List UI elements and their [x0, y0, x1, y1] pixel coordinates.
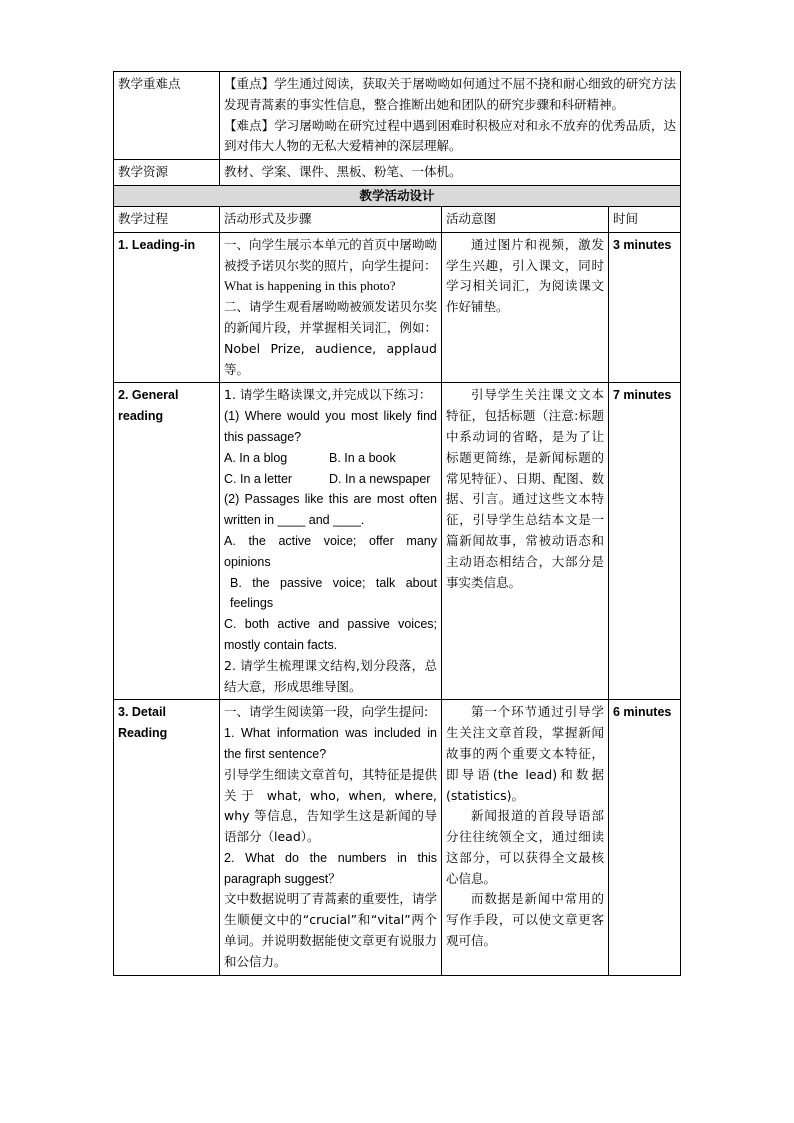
- process-label: reading: [118, 409, 164, 424]
- options-row: [224, 448, 437, 469]
- table-row: [114, 383, 681, 700]
- key-difficult-content: [220, 72, 681, 160]
- activity-text: 1. 请学生略读课文,并完成以下练习：: [224, 387, 432, 403]
- option-d: D. In a newspaper: [329, 471, 431, 486]
- key-point-text: 学生通过阅读，获取关于屠呦呦如何通过不屈不挠和耐心细致的研究方法发现青蒿素的事实性信息，整合推断出她和团队的研究步骤和科研精神。: [224, 76, 676, 112]
- time-cell: 7 minutes: [609, 383, 681, 700]
- activity-question: 1. What information was included in the first sentence?: [224, 726, 437, 761]
- activity-text: 一、向学生展示本单元的首页中屠呦呦被授予诺贝尔奖的照片，向学生提问：: [224, 236, 437, 273]
- activity-cell: [220, 232, 442, 383]
- intent-cell: 通过图片和视频，激发学生兴趣，引入课文，同时学习相关词汇，为阅读课文作好铺垫。: [442, 232, 609, 383]
- resources-value: 教材、学案、课件、黑板、粉笔、一体机。: [220, 160, 681, 186]
- intent-text: 第一个环节通过引导学生关注文章首段，掌握新闻故事的两个重要文本特征，即导语(the lead)和数据(statistics)。: [446, 704, 604, 803]
- activity-question: (2) Passages like this are most often written in ____ and ____.: [224, 492, 437, 528]
- section-header-row: [114, 185, 681, 206]
- answer-option: C. both active and passive voices; mostly contain facts.: [224, 617, 437, 652]
- key-difficult-row: [114, 72, 681, 160]
- resources-row: [114, 160, 681, 186]
- activity-text: 引导学生细读文章首句，其特征是提供关于 what, who, when, where, why 等信息，告知学生这是新闻的导语部分（lead）。: [224, 766, 437, 845]
- header-time: 时间: [609, 206, 681, 232]
- column-header-row: [114, 206, 681, 232]
- process-cell: [114, 383, 220, 700]
- intent-text: 新闻报道的首段导语部分往往统领全文，通过细读这部分，可以获得全文最核心信息。: [446, 808, 604, 886]
- activity-text: 二、请学生观看屠呦呦被颁发诺贝尔奖的新闻片段，并掌握相关词汇，例如：Nobel Prize, audience, applaud 等。: [224, 299, 437, 377]
- process-label: Reading: [118, 726, 168, 741]
- option-c: C. In a letter: [224, 471, 293, 486]
- header-process: 教学过程: [114, 206, 220, 232]
- key-difficult-label: 教学重难点: [114, 72, 220, 160]
- header-intent: 活动意图: [442, 206, 609, 232]
- intent-cell: [442, 700, 609, 975]
- activity-text: 一、请学生阅读第一段，向学生提问:: [224, 704, 429, 720]
- section-title: 教学活动设计: [114, 185, 681, 206]
- activity-question: 2. What do the numbers in this paragraph suggest？: [224, 850, 437, 886]
- process-cell: [114, 700, 220, 975]
- activity-text: 文中数据说明了青蒿素的重要性，请学生顺便文中的“crucial”和“vital”两个单词。并说明数据能使文章更有说服力和公信力。: [224, 891, 437, 969]
- process-cell: 1. Leading-in: [114, 232, 220, 383]
- process-label: 2. General: [118, 388, 179, 403]
- activity-text: 2. 请学生梳理课文结构,划分段落，总结大意，形成思维导图。: [224, 657, 437, 694]
- header-activity: 活动形式及步骤: [220, 206, 442, 232]
- time-cell: 6 minutes: [609, 700, 681, 975]
- table-row: [114, 700, 681, 975]
- key-point-prefix: 【重点】: [224, 76, 275, 91]
- table-row: [114, 232, 681, 383]
- activity-question: (1) Where would you most likely find this passage?: [224, 409, 437, 444]
- difficult-point-prefix: 【难点】: [224, 117, 275, 133]
- activity-cell: [220, 383, 442, 700]
- lesson-plan-table: [113, 71, 681, 976]
- intent-text: 而数据是新闻中常用的写作手段，可以使文章更客观可信。: [446, 891, 604, 949]
- difficult-point-text: 学习屠呦呦在研究过程中遇到困难时积极应对和永不放弃的优秀品质，达到对伟大人物的无私大爱精神的深层理解。: [224, 117, 676, 154]
- process-label: 3. Detail: [118, 705, 166, 720]
- activity-cell: [220, 700, 442, 975]
- answer-option: B. the passive voice; talk about feelings: [230, 575, 437, 611]
- option-a: A. In a blog: [224, 450, 288, 465]
- option-b: B. In a book: [329, 450, 396, 465]
- resources-label: 教学资源: [114, 160, 220, 186]
- options-row: [224, 469, 437, 490]
- answer-option: A. the active voice; offer many opinions: [224, 533, 437, 569]
- activity-question: What is happening in this photo?: [224, 278, 396, 294]
- intent-cell: 引导学生关注课文文本特征，包括标题（注意:标题中系动词的省略，是为了让标题更简练，是新闻标题的常见特征）、日期、配图、数据、引言。通过这些文本特征，引导学生总结本文是一篇新闻故事，常被动语态和主动语态相结合，大部分是事实类信息。: [442, 383, 609, 700]
- time-cell: 3 minutes: [609, 232, 681, 383]
